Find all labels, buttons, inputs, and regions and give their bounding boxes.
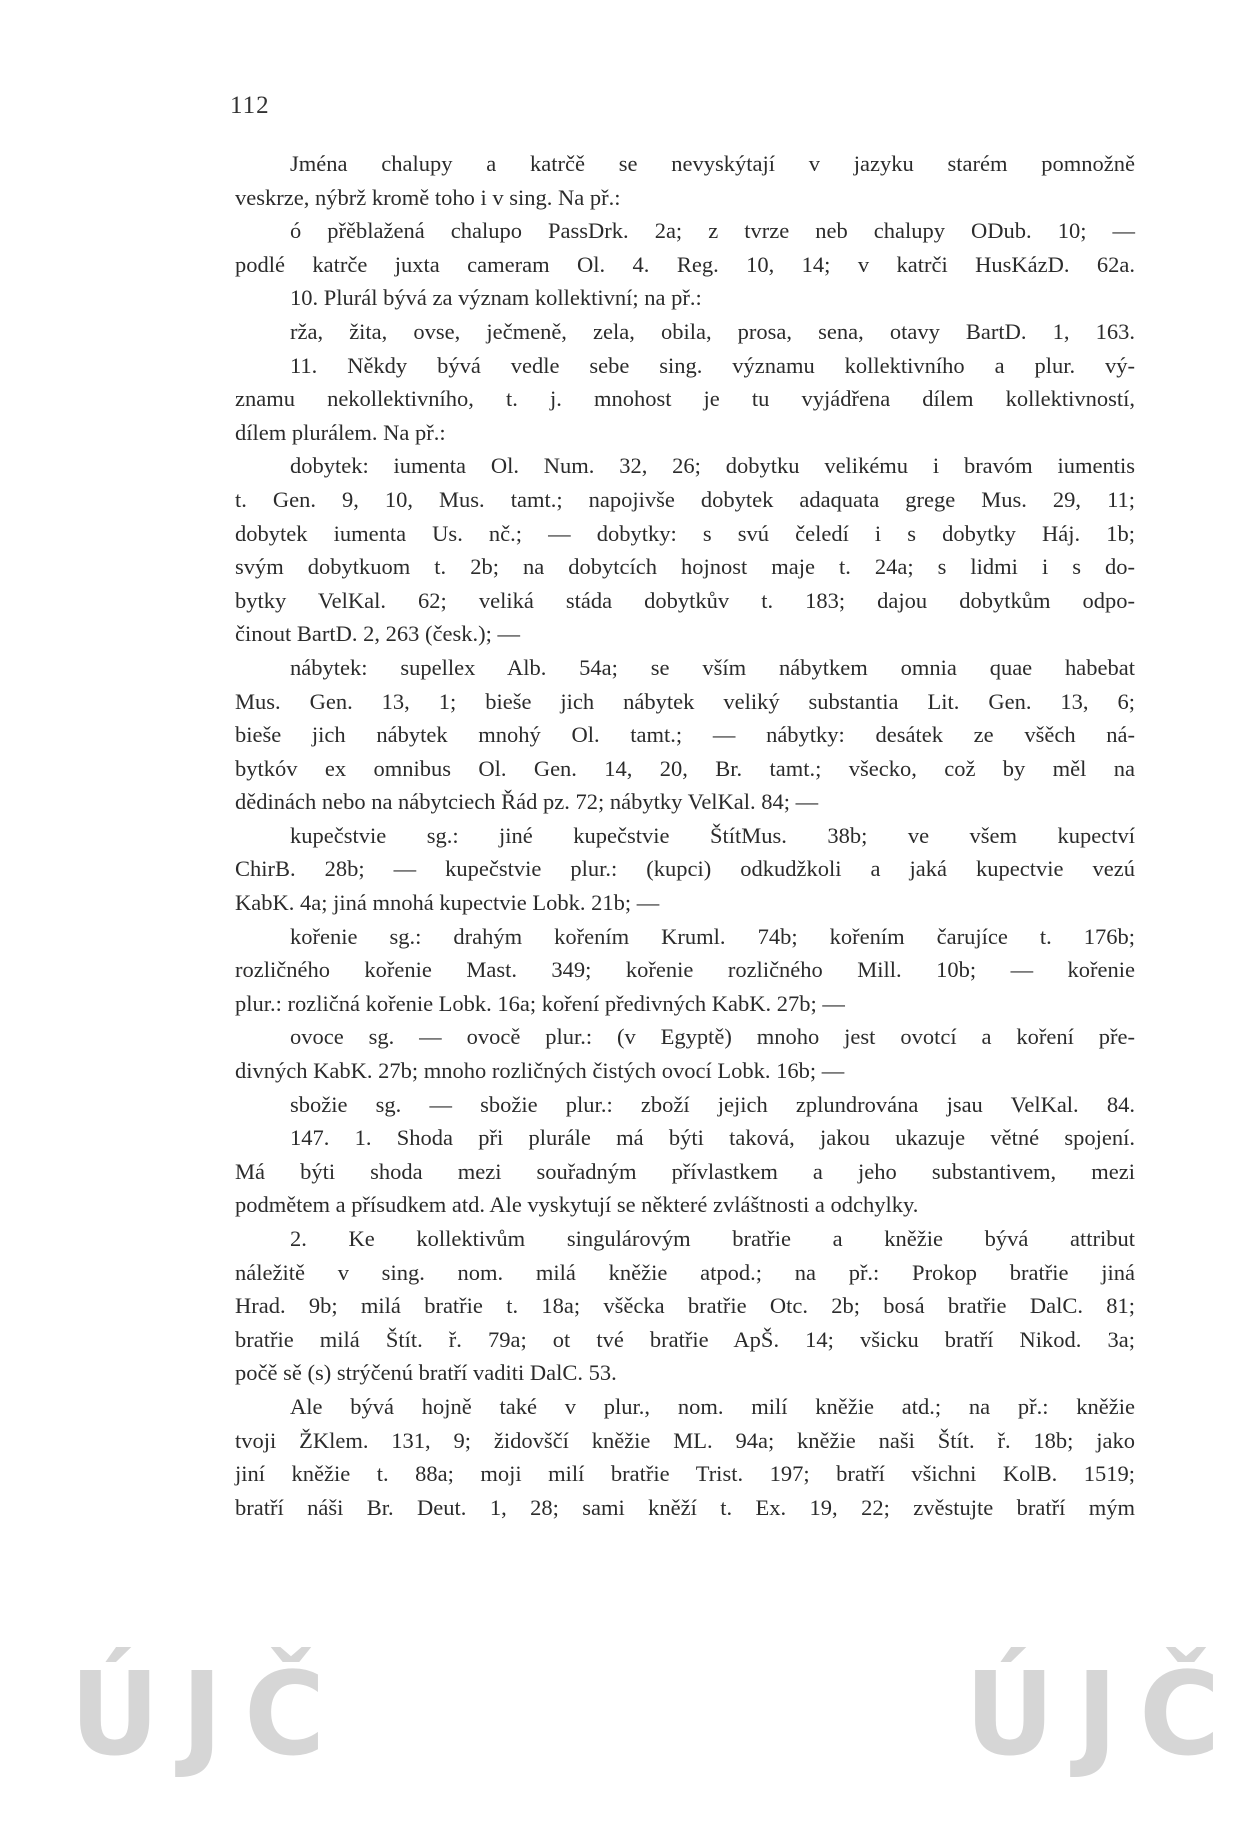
text-line: plur.: rozličná kořenie Lobk. 16a; koření předivných KabK. 27b; — (235, 990, 845, 1016)
text-line: Mus. Gen. 13, 1; bieše jich nábytek veliký substantia Lit. Gen. 13, 6; (235, 688, 1135, 714)
text-line: bratří náši Br. Deut. 1, 28; sami kněží t. Ex. 19, 22; zvěstujte bratří mým (235, 1494, 1135, 1520)
text-line: sbožie sg. — sbožie plur.: zboží jejich zplundrována jsau VelKal. 84. (290, 1091, 1135, 1117)
text-line: svým dobytkuom t. 2b; na dobytcích hojnost maje t. 24a; s lidmi i s do- (235, 554, 1135, 580)
text-line: náležitě v sing. nom. milá kněžie atpod.; na př.: Prokop bratřie jiná (235, 1259, 1135, 1285)
text-line: veskrze, nýbrž kromě toho i v sing. Na př.: (235, 184, 621, 210)
text-line: počě sě (s) strýčenú bratří vaditi DalC. 53. (235, 1360, 617, 1386)
text-line: kupečstvie sg.: jiné kupečstvie ŠtítMus. 38b; ve všem kupectví (290, 822, 1135, 848)
text-line: 147. 1. Shoda při plurále má býti taková, jakou ukazuje větné spojení. (290, 1125, 1135, 1151)
text-line: nábytek: supellex Alb. 54a; se vším nábytkem omnia quae habebat (290, 654, 1135, 680)
text-line: bytky VelKal. 62; veliká stáda dobytkův t. 183; dajou dobytkům odpo- (235, 587, 1135, 613)
text-line: t. Gen. 9, 10, Mus. tamt.; napojivše dobytek adaquata grege Mus. 29, 11; (235, 486, 1135, 512)
text-line: znamu nekollektivního, t. j. mnohost je tu vyjádřena dílem kollektivností, (235, 386, 1135, 412)
text-line: ChirB. 28b; — kupečstvie plur.: (kupci) odkudžkoli a jaká kupectvie vezú (235, 856, 1135, 882)
text-line: bieše jich nábytek mnohý Ol. tamt.; — nábytky: desátek ze všěch ná- (235, 722, 1135, 748)
text-line: KabK. 4a; jiná mnohá kupectvie Lobk. 21b; — (235, 890, 660, 916)
text-line: 11. Někdy bývá vedle sebe sing. významu kollektivního a plur. vý- (290, 352, 1135, 378)
text-line: dědinách nebo na nábytciech Řád pz. 72; nábytky VelKal. 84; — (235, 789, 819, 815)
text-line: tvoji ŽKlem. 131, 9; židovščí kněžie ML. 94a; kněžie naši Štít. ř. 18b; jako (235, 1427, 1135, 1453)
watermark-left: ÚJČ (70, 1646, 347, 1782)
text-line: podlé katrče juxta cameram Ol. 4. Reg. 10, 14; v katrči HusKázD. 62a. (235, 251, 1135, 277)
text-line: 2. Ke kollektivům singulárovým bratřie a kněžie bývá attribut (290, 1226, 1135, 1251)
text-line: Hrad. 9b; milá bratřie t. 18a; všěcka bratřie Otc. 2b; bosá bratřie DalC. 81; (235, 1293, 1135, 1319)
text-line: podmětem a přísudkem atd. Ale vyskytují se některé zvláštnosti a odchylky. (235, 1192, 919, 1218)
watermark-right: ÚJČ (965, 1646, 1242, 1782)
page-number: 112 (230, 92, 270, 119)
text-line: dobytek: iumenta Ol. Num. 32, 26; dobytku velikému i bravóm iumentis (290, 453, 1135, 479)
text-line: ovoce sg. — ovocě plur.: (v Egyptě) mnoho jest ovotcí a koření pře- (290, 1024, 1135, 1050)
text-line: bratřie milá Štít. ř. 79a; ot tvé bratřie ApŠ. 14; všicku bratří Nikod. 3a; (235, 1326, 1135, 1352)
text-line: Ale bývá hojně také v plur., nom. milí kněžie atd.; na př.: kněžie (290, 1393, 1135, 1419)
body-text (235, 147, 1135, 1524)
text-line: dobytek iumenta Us. nč.; — dobytky: s svú čeledí i s dobytky Háj. 1b; (235, 520, 1135, 546)
text-line: jiní kněžie t. 88a; moji milí bratřie Trist. 197; bratří všichni KolB. 1519; (235, 1461, 1135, 1487)
text-line: bytkóv ex omnibus Ol. Gen. 14, 20, Br. tamt.; všecko, což by měl na (235, 755, 1135, 781)
text-line: divných KabK. 27b; mnoho rozličných čistých ovocí Lobk. 16b; — (235, 1058, 845, 1084)
text-line: činout BartD. 2, 263 (česk.); — (235, 621, 520, 647)
text-line: 10. Plurál bývá za význam kollektivní; na př.: (290, 285, 702, 311)
text-line: rozličného kořenie Mast. 349; kořenie rozličného Mill. 10b; — kořenie (235, 957, 1135, 983)
text-line: dílem plurálem. Na př.: (235, 419, 446, 445)
text-line: Jména chalupy a katrčě se nevyskýtají v jazyku starém pomnožně (290, 151, 1135, 176)
text-line: ó přěblažená chalupo PassDrk. 2a; z tvrze neb chalupy ODub. 10; — (290, 218, 1135, 244)
text-line: Má býti shoda mezi souřadným přívlastkem a jeho substantivem, mezi (235, 1158, 1135, 1184)
text-line: kořenie sg.: drahým kořením Kruml. 74b; kořením čarujíce t. 176b; (290, 923, 1135, 949)
text-line: rža, žita, ovse, ječmeně, zela, obila, prosa, sena, otavy BartD. 1, 163. (290, 318, 1135, 344)
